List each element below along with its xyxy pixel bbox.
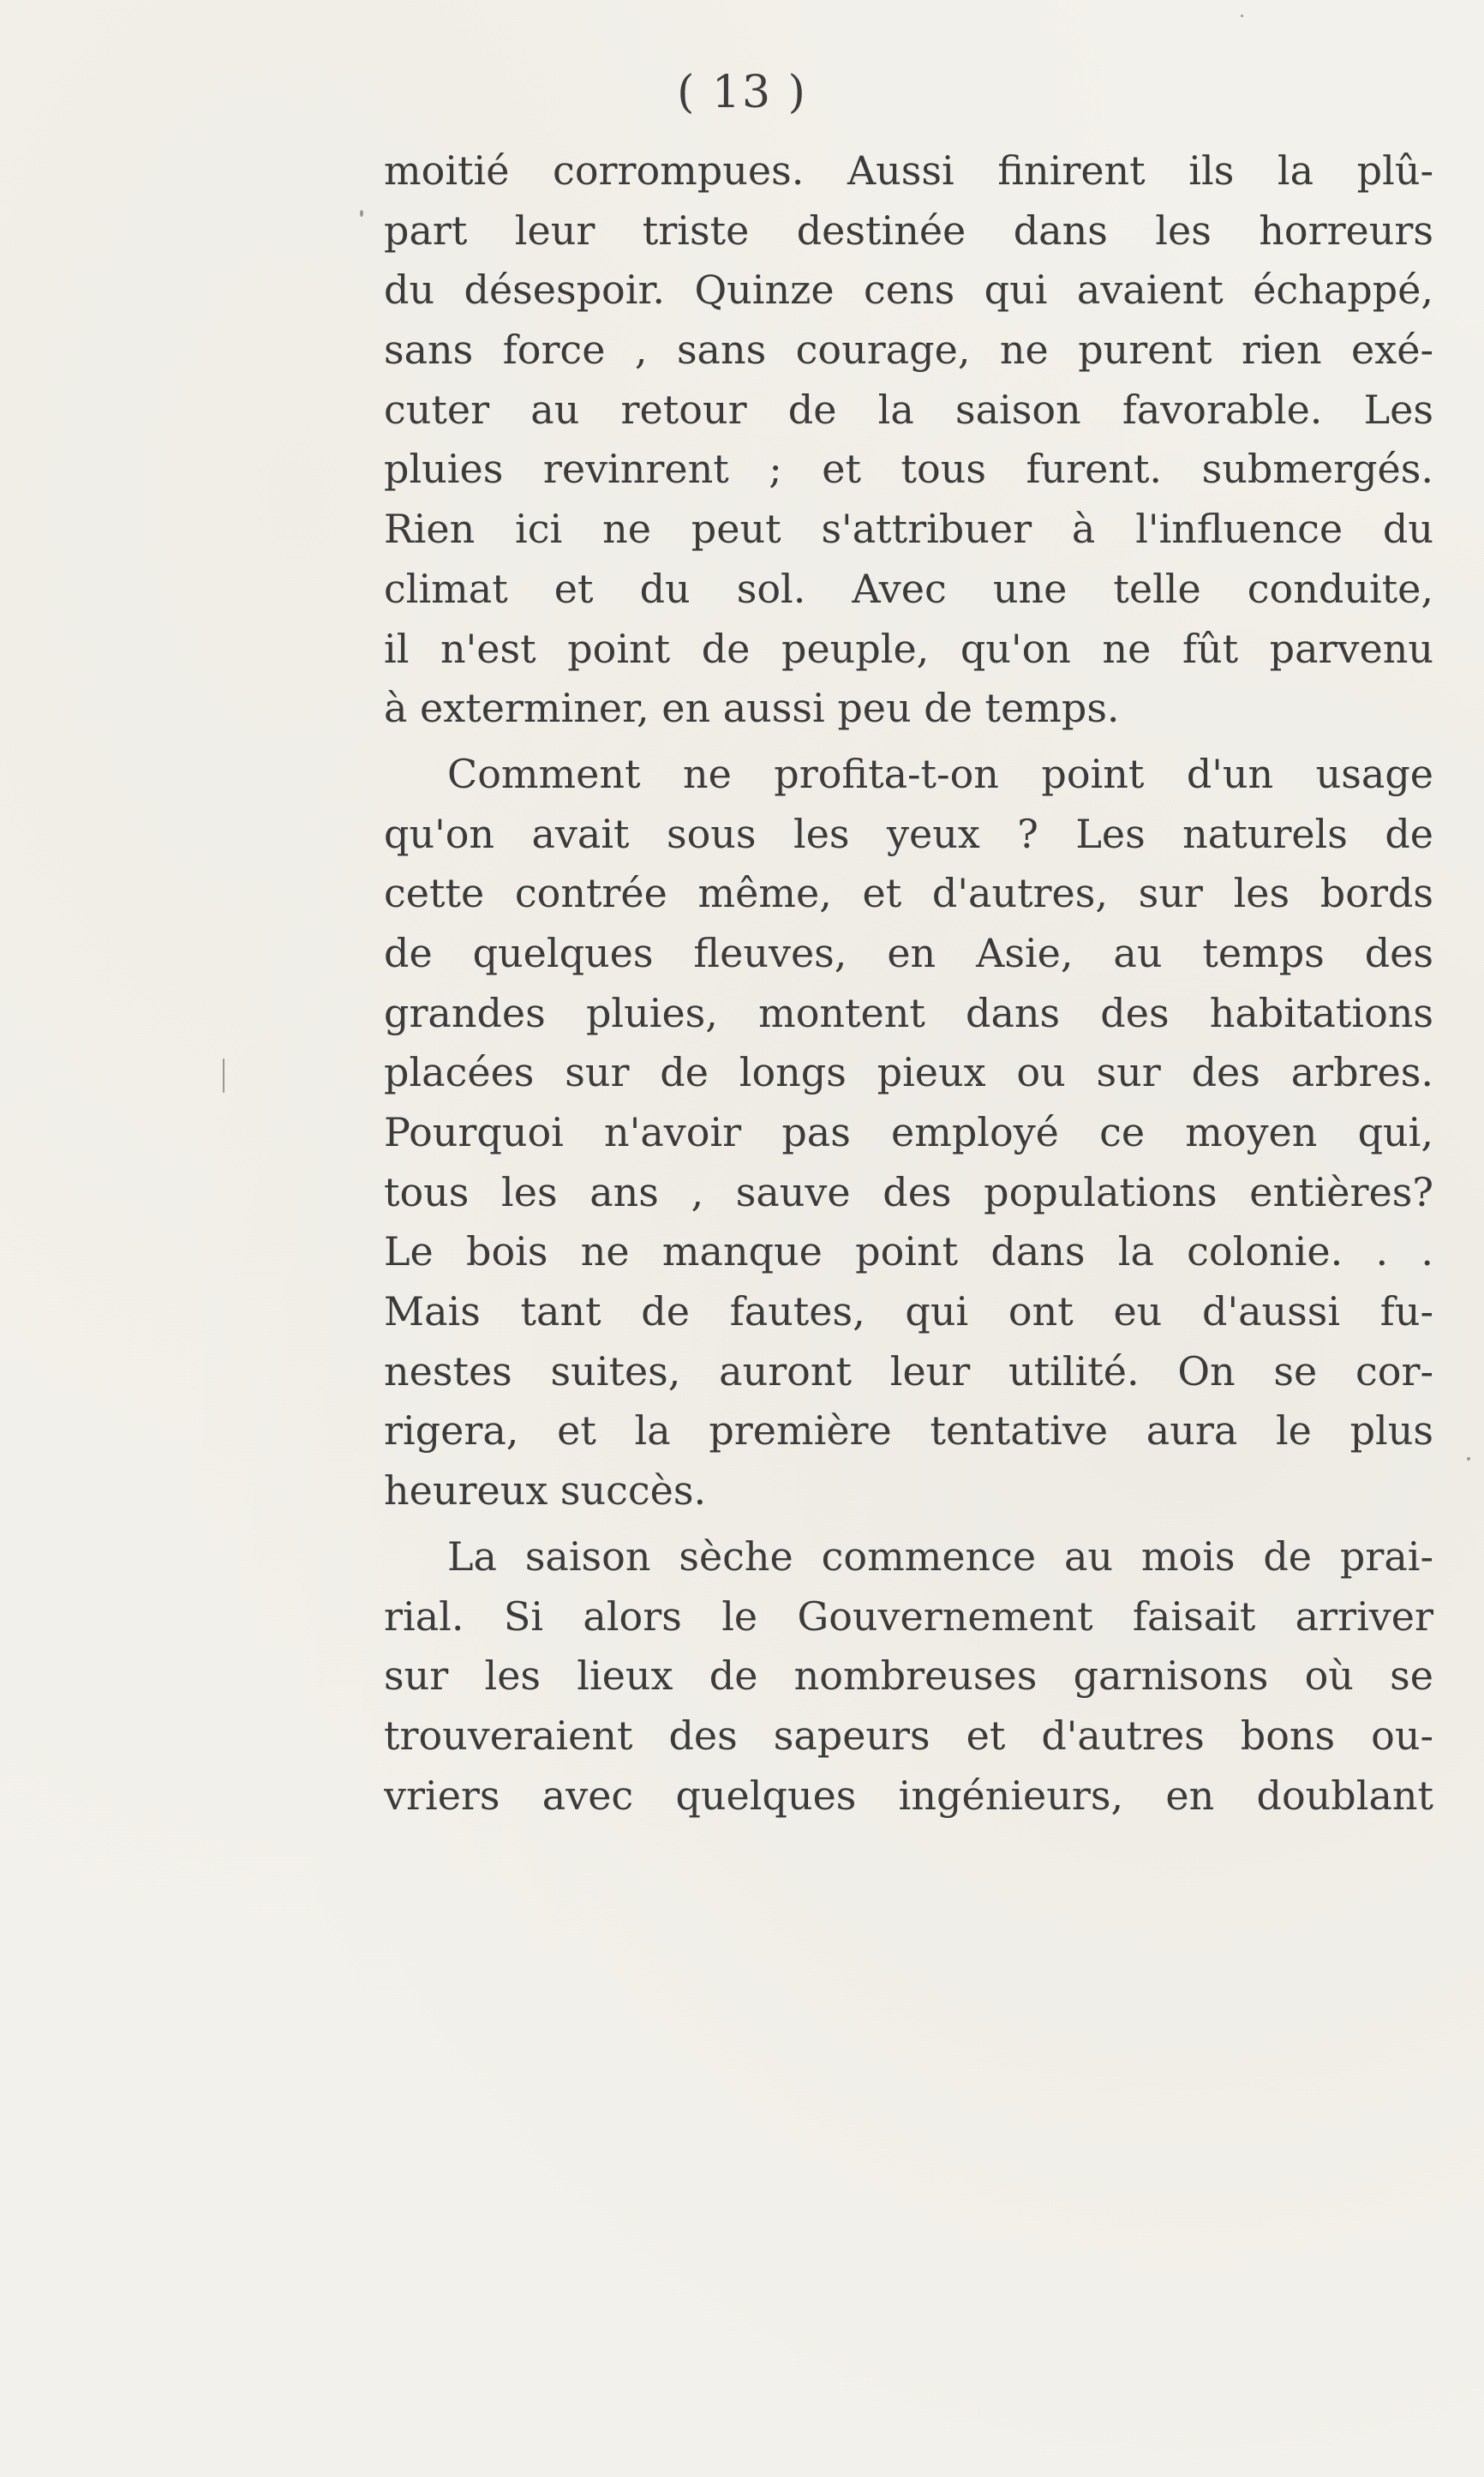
text-line: nestes suites, auront leur utilité. On se cor- [384,1347,1433,1394]
text-line: trouveraient des sapeurs et d'autres bons ou- [384,1712,1433,1759]
text-line: Le bois ne manque point dans la colonie. . . [384,1228,1433,1275]
paragraph [384,745,1433,1521]
text-line: cette contrée même, et d'autres, sur les bords [384,870,1433,917]
text-line: à exterminer, en aussi peu de temps. [384,685,1120,732]
text-line: il n'est point de peuple, qu'on ne fût parvenu [384,625,1433,672]
paragraph [384,1527,1433,1826]
text-line: Mais tant de fautes, qui ont eu d'aussi fu- [384,1288,1433,1335]
text-line: grandes pluies, montent dans des habitations [384,989,1433,1036]
text-line: pluies revinrent ; et tous furent. submergés. [384,446,1433,493]
text-line: qu'on avait sous les yeux ? Les naturels de [384,810,1433,857]
paper-speck [360,210,363,217]
text-line: Rien ici ne peut s'attribuer à l'influence du [384,506,1433,553]
text-line: sans force , sans courage, ne purent rien exé- [384,327,1433,374]
text-line: moitié corrompues. Aussi finirent ils la plû- [384,147,1433,194]
text-line: rigera, et la première tentative aura le plus [384,1407,1433,1454]
text-line: heureux succès. [384,1467,707,1514]
paper-speck [1241,15,1243,17]
text-line: placées sur de longs pieux ou sur des arbres. [384,1049,1433,1096]
page-number-header: ( 13 ) [677,67,807,118]
paper-speck [1467,1457,1470,1460]
text-line: Pourquoi n'avoir pas employé ce moyen qui, [384,1109,1433,1155]
body-text [384,141,1433,1826]
paragraph [384,141,1433,739]
paper-speck [223,1059,224,1093]
text-line: du désespoir. Quinze cens qui avaient échappé, [384,267,1433,314]
text-line: vriers avec quelques ingénieurs, en doublant [384,1772,1433,1819]
text-line: part leur triste destinée dans les horreurs [384,207,1433,254]
text-line: sur les lieux de nombreuses garnisons où se [384,1652,1433,1700]
text-line: cuter au retour de la saison favorable. Les [384,386,1433,433]
text-line: tous les ans , sauve des populations entières? [384,1168,1433,1215]
text-line: de quelques fleuves, en Asie, au temps des [384,929,1433,976]
text-line: rial. Si alors le Gouvernement faisait arriver [384,1592,1433,1640]
text-line: climat et du sol. Avec une telle conduite, [384,565,1433,612]
text-line: La saison sèche commence au mois de prai- [447,1532,1433,1580]
text-line: Comment ne profita-t-on point d'un usage [447,750,1433,797]
